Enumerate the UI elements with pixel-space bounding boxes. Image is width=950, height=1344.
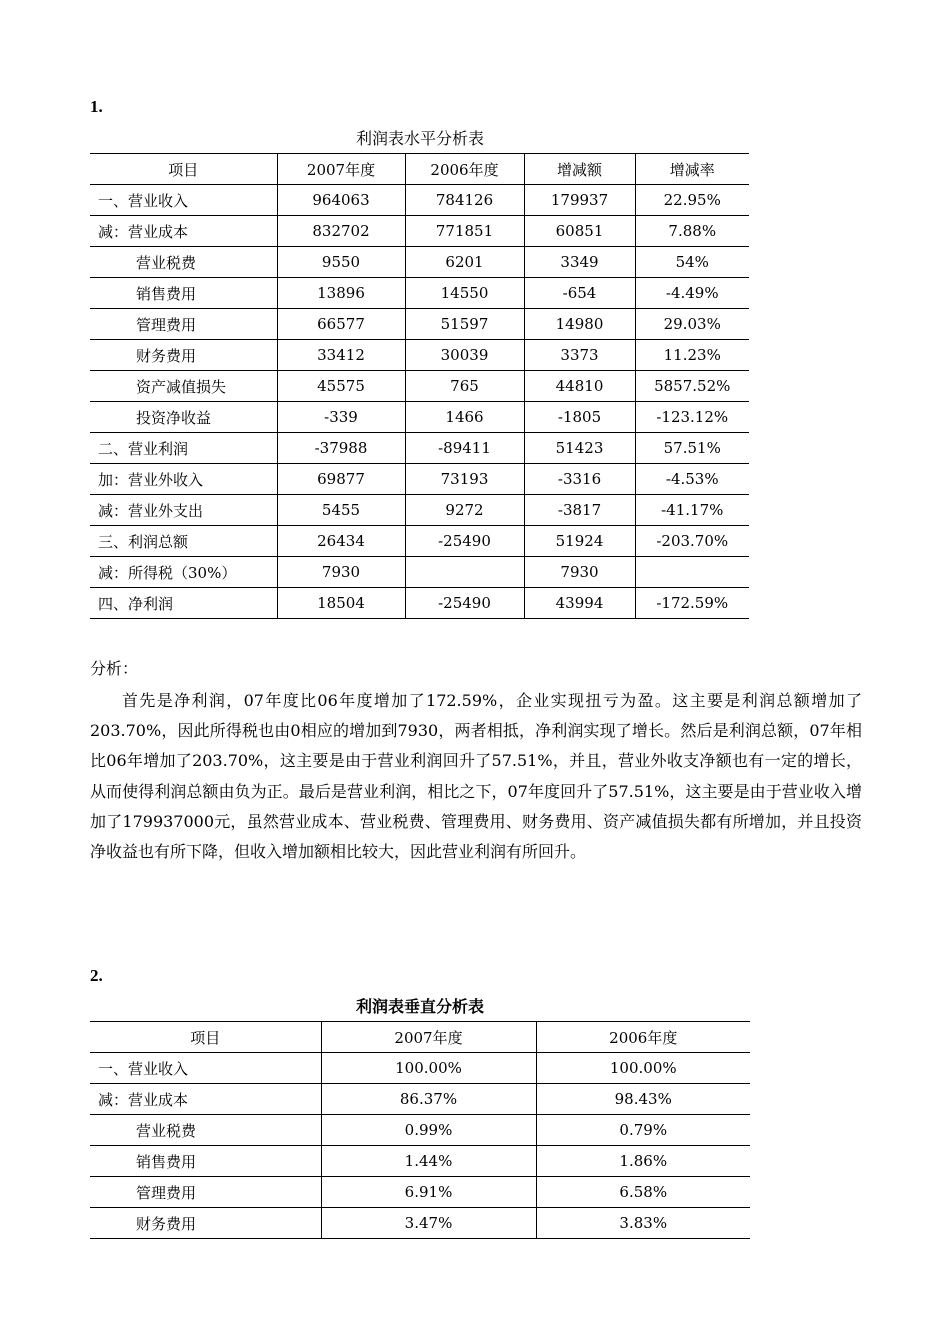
row-label: 投资净收益 <box>90 402 277 433</box>
table-row <box>90 526 749 557</box>
horizontal-analysis-title: 利润表水平分析表 <box>355 129 484 148</box>
table-row <box>90 495 749 526</box>
table-cell: 765 <box>405 371 524 402</box>
table-cell: 100.00% <box>536 1053 750 1084</box>
table-cell: 30039 <box>405 340 524 371</box>
table-row <box>90 1208 750 1239</box>
row-label: 管理费用 <box>90 1177 321 1208</box>
table-cell: -3817 <box>524 495 635 526</box>
table-cell: 60851 <box>524 216 635 247</box>
table-cell: 51423 <box>524 433 635 464</box>
row-label: 资产减值损失 <box>90 371 277 402</box>
table-row <box>90 402 749 433</box>
table-cell: 22.95% <box>635 185 749 216</box>
table-row <box>90 309 749 340</box>
row-label: 财务费用 <box>90 1208 321 1239</box>
analysis-paragraph: 首先是净利润，07年度比06年度增加了172.59%，企业实现扭亏为盈。这主要是利润总额增加了203.70%，因此所得税也由0相应的增加到7930，两者相抵，净利润实现了增长。然后是利润总额，07年相比06年增加了203.70%，这主要是由于营业利润回升了57.51%，并且，营业外收支净额也有一定的增长，从而使得利润总额由负为正。最后是营业利润，相比之下，07年度回升了57.51%，这主要是由于营业收入增加了179937000元，虽然营业成本、营业税费、管理费用、财务费用、资产减值损失都有所增加，并且投资净收益也有所下降，但收入增加额相比较大，因此营业利润有所回升。 <box>90 691 862 862</box>
row-label: 减：营业外支出 <box>90 495 277 526</box>
table-row <box>90 464 749 495</box>
row-label: 销售费用 <box>90 1146 321 1177</box>
table-cell: 11.23% <box>635 340 749 371</box>
header-change-rate: 增减率 <box>635 154 749 185</box>
table-cell: 100.00% <box>321 1053 536 1084</box>
table-cell: 964063 <box>277 185 405 216</box>
section-1-number: 1. <box>90 97 103 116</box>
table-row <box>90 247 749 278</box>
table-cell: 7.88% <box>635 216 749 247</box>
row-label: 管理费用 <box>90 309 277 340</box>
table-row <box>90 588 749 619</box>
table-cell: -4.49% <box>635 278 749 309</box>
table-cell: 45575 <box>277 371 405 402</box>
table-cell: 832702 <box>277 216 405 247</box>
table-cell: -89411 <box>405 433 524 464</box>
table-cell: 1.44% <box>321 1146 536 1177</box>
row-label: 加：营业外收入 <box>90 464 277 495</box>
table-cell: 51597 <box>405 309 524 340</box>
table-cell: 784126 <box>405 185 524 216</box>
header-2007: 2007年度 <box>277 154 405 185</box>
header-item: 项目 <box>90 1022 321 1053</box>
table-cell: -339 <box>277 402 405 433</box>
table-cell: 13896 <box>277 278 405 309</box>
row-label: 三、利润总额 <box>90 526 277 557</box>
table-cell: 18504 <box>277 588 405 619</box>
table-row <box>90 1115 750 1146</box>
table-cell: -4.53% <box>635 464 749 495</box>
table-cell: -3316 <box>524 464 635 495</box>
row-label: 减：所得税（30%） <box>90 557 277 588</box>
table-cell: 9550 <box>277 247 405 278</box>
table-cell: 14550 <box>405 278 524 309</box>
table-cell: -41.17% <box>635 495 749 526</box>
analysis-label: 分析： <box>90 659 139 678</box>
table-cell: 5857.52% <box>635 371 749 402</box>
table-row <box>90 216 749 247</box>
table-cell: 6.58% <box>536 1177 750 1208</box>
row-label: 二、营业利润 <box>90 433 277 464</box>
table-cell <box>405 557 524 588</box>
table-cell: 5455 <box>277 495 405 526</box>
table-cell: 1.86% <box>536 1146 750 1177</box>
table-row <box>90 1084 750 1115</box>
table-cell: 51924 <box>524 526 635 557</box>
table-cell: -37988 <box>277 433 405 464</box>
table-row <box>90 433 749 464</box>
table-row <box>90 557 749 588</box>
row-label: 销售费用 <box>90 278 277 309</box>
table-cell: 9272 <box>405 495 524 526</box>
table-cell: 26434 <box>277 526 405 557</box>
row-label: 减：营业成本 <box>90 1084 321 1115</box>
row-label: 财务费用 <box>90 340 277 371</box>
table-row <box>90 1053 750 1084</box>
table-cell: 44810 <box>524 371 635 402</box>
table-cell: -25490 <box>405 588 524 619</box>
table-cell: 1466 <box>405 402 524 433</box>
table-cell: 29.03% <box>635 309 749 340</box>
header-2006: 2006年度 <box>405 154 524 185</box>
table-row <box>90 371 749 402</box>
header-2006: 2006年度 <box>536 1022 750 1053</box>
header-item: 项目 <box>90 154 277 185</box>
row-label: 营业税费 <box>90 1115 321 1146</box>
table-cell: 54% <box>635 247 749 278</box>
header-change-amount: 增减额 <box>524 154 635 185</box>
table-row <box>90 1177 750 1208</box>
table-header-row <box>90 1022 750 1053</box>
table-cell: 771851 <box>405 216 524 247</box>
header-2007: 2007年度 <box>321 1022 536 1053</box>
table-cell: 66577 <box>277 309 405 340</box>
table-cell: 179937 <box>524 185 635 216</box>
table-cell: 0.99% <box>321 1115 536 1146</box>
table-row <box>90 185 749 216</box>
table-cell: 33412 <box>277 340 405 371</box>
table-cell: -25490 <box>405 526 524 557</box>
table-cell: 3373 <box>524 340 635 371</box>
row-label: 四、净利润 <box>90 588 277 619</box>
table-cell: 0.79% <box>536 1115 750 1146</box>
table-cell: 3349 <box>524 247 635 278</box>
horizontal-analysis-table <box>90 153 749 619</box>
row-label: 减：营业成本 <box>90 216 277 247</box>
table-cell: 6.91% <box>321 1177 536 1208</box>
section-2-number: 2. <box>90 966 103 985</box>
table-cell: -654 <box>524 278 635 309</box>
table-cell: 7930 <box>277 557 405 588</box>
vertical-analysis-table <box>90 1021 750 1239</box>
table-cell: 86.37% <box>321 1084 536 1115</box>
table-cell: -123.12% <box>635 402 749 433</box>
row-label: 一、营业收入 <box>90 185 277 216</box>
table-row <box>90 340 749 371</box>
table-row <box>90 1146 750 1177</box>
table-header-row <box>90 154 749 185</box>
table-cell: -203.70% <box>635 526 749 557</box>
table-cell: 3.47% <box>321 1208 536 1239</box>
table-cell <box>635 557 749 588</box>
table-row <box>90 278 749 309</box>
table-cell: 6201 <box>405 247 524 278</box>
table-cell: 57.51% <box>635 433 749 464</box>
table-cell: 3.83% <box>536 1208 750 1239</box>
row-label: 一、营业收入 <box>90 1053 321 1084</box>
row-label: 营业税费 <box>90 247 277 278</box>
table-cell: 7930 <box>524 557 635 588</box>
table-cell: 69877 <box>277 464 405 495</box>
table-cell: 43994 <box>524 588 635 619</box>
table-cell: 98.43% <box>536 1084 750 1115</box>
table-cell: 14980 <box>524 309 635 340</box>
vertical-analysis-title: 利润表垂直分析表 <box>355 997 484 1016</box>
table-cell: -172.59% <box>635 588 749 619</box>
table-cell: 73193 <box>405 464 524 495</box>
table-cell: -1805 <box>524 402 635 433</box>
